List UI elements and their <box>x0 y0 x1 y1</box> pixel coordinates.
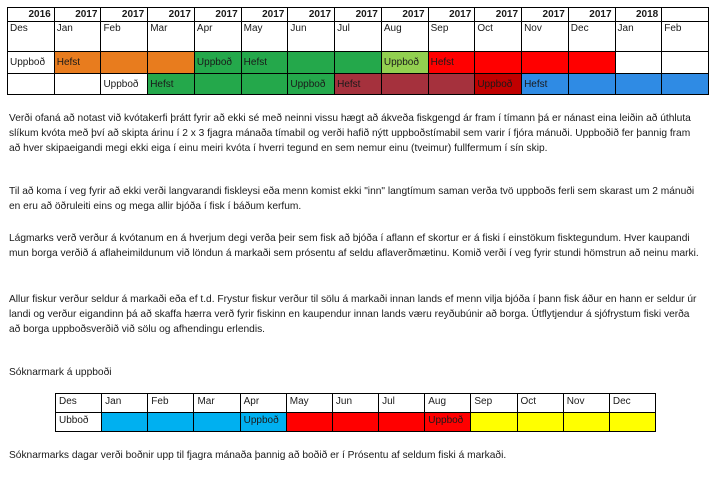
schedule-cell-row2: Hefst <box>521 73 569 95</box>
sokn-month-cell: Jul <box>378 393 425 413</box>
schedule-cell-row1 <box>147 51 195 74</box>
schedule-cell-row2 <box>568 73 616 95</box>
year-cell: 2017 <box>147 7 195 22</box>
sokn-month-cell: Feb <box>147 393 194 413</box>
sokn-cell <box>147 412 194 432</box>
schedule-cell-row1 <box>661 51 709 74</box>
month-cell: Feb <box>661 21 709 52</box>
sokn-month-cell: Mar <box>193 393 240 413</box>
sokn-month-cell: Jan <box>101 393 148 413</box>
paragraph-2: Til að koma í veg fyrir að ekki verði langvarandi fiskleysi eða menn komist ekki "inn" langtímum saman verða tvö uppboðs ferli sem skarast um 2 mánuði en eru að öðruleiti eins og mega allir bjóða í fisk í báðum kerfum. <box>9 186 695 212</box>
schedule-cell-row2 <box>381 73 429 95</box>
month-cell: Apr <box>194 21 242 52</box>
schedule-cell-row1 <box>287 51 335 74</box>
sokn-month-cell: Apr <box>240 393 287 413</box>
sokn-cell <box>286 412 333 432</box>
schedule-cell-row2: Uppboð <box>474 73 522 95</box>
sokn-month-cell: Oct <box>517 393 564 413</box>
sokn-cell <box>332 412 379 432</box>
month-cell: Sep <box>428 21 476 52</box>
schedule-cell-row1 <box>100 51 148 74</box>
month-cell: Dec <box>568 21 616 52</box>
month-cell: Jun <box>287 21 335 52</box>
schedule-cell-row2 <box>615 73 663 95</box>
footer-text: Sóknarmarks dagar verði boðnir upp til fjagra mánaða þannig að boðið er í Prósentu af seldum fiski á markaði. <box>9 450 507 461</box>
month-cell: Des <box>7 21 55 52</box>
schedule-cell-row1 <box>334 51 382 74</box>
month-cell: Aug <box>381 21 429 52</box>
schedule-cell-row1 <box>474 51 522 74</box>
year-cell: 2017 <box>287 7 335 22</box>
sokn-month-cell: Aug <box>424 393 471 413</box>
year-cell: 2018 <box>615 7 663 22</box>
year-cell: 2016 <box>7 7 55 22</box>
sokn-cell: Uppboð <box>240 412 287 432</box>
schedule-cell-row2: Uppboð <box>100 73 148 95</box>
sokn-cell <box>470 412 517 432</box>
schedule-cell-row2: Hefst <box>334 73 382 95</box>
paragraph-1: Verði ofaná að notast við kvótakerfi þrátt fyrir að ekki sé með neinni vissu hægt að ákveða fiskgengd ár fram í tímann þá er nánast eina leiðin að úthluta slíkum kvóta með því að skipta árinu í 2 x 3 fjagra mánaða tímabil og verði hafið nýtt uppboðstímabil sem varir í fjóra mánuði. Uppboðið fer þannig fram að hver skipaeigandi megi ekki eiga í einu meiri kvóta í hverri tegund en sem nemur einu (tveimur) fullfermum í sín skip. <box>9 113 691 154</box>
schedule-cell-row1: Hefst <box>241 51 289 74</box>
schedule-cell-row2 <box>194 73 242 95</box>
sokn-month-cell: May <box>286 393 333 413</box>
sokn-cell <box>101 412 148 432</box>
year-cell: 2017 <box>521 7 569 22</box>
sokn-cell: Ubboð <box>55 412 102 432</box>
sokn-cell <box>193 412 240 432</box>
schedule-cell-row2 <box>661 73 709 95</box>
paragraph-3: Lágmarks verð verður á kvótanum en á hverjum degi verða þeir sem fisk að bjóða í aflann ef skortur er á fiski í einstökum fisktegundum. Hver kaupandi mun borga verðið á aflaheimildunum við löndun á markaði sem prósentu af seldu aflaverðmætinu. Komið verði í veg fyrir stundi hömstrun að neinu marki. <box>9 233 699 259</box>
year-cell: 2017 <box>568 7 616 22</box>
schedule-cell-row1: Uppboð <box>7 51 55 74</box>
schedule-cell-row1: Uppboð <box>381 51 429 74</box>
sokn-cell <box>517 412 564 432</box>
month-cell: Jan <box>54 21 102 52</box>
sokn-month-cell: Jun <box>332 393 379 413</box>
schedule-cell-row2 <box>7 73 55 95</box>
schedule-cell-row2 <box>428 73 476 95</box>
schedule-cell-row1 <box>615 51 663 74</box>
month-cell: May <box>241 21 289 52</box>
year-cell: 2017 <box>428 7 476 22</box>
year-cell <box>661 7 709 22</box>
sokn-month-cell: Des <box>55 393 102 413</box>
month-cell: Nov <box>521 21 569 52</box>
sokn-month-cell: Dec <box>609 393 656 413</box>
sokn-table <box>55 393 655 431</box>
schedule-cell-row1: Uppboð <box>194 51 242 74</box>
month-cell: Jan <box>615 21 663 52</box>
month-cell: Jul <box>334 21 382 52</box>
month-cell: Oct <box>474 21 522 52</box>
month-cell: Feb <box>100 21 148 52</box>
schedule-cell-row2: Hefst <box>147 73 195 95</box>
schedule-cell-row1 <box>568 51 616 74</box>
sokn-cell <box>563 412 610 432</box>
year-cell: 2017 <box>474 7 522 22</box>
year-cell: 2017 <box>100 7 148 22</box>
sokn-cell <box>378 412 425 432</box>
sokn-month-cell: Nov <box>563 393 610 413</box>
schedule-cell-row2: Uppboð <box>287 73 335 95</box>
schedule-grid <box>7 7 708 95</box>
paragraph-4: Allur fiskur verður seldur á markaði eða ef t.d. Frystur fiskur verður til sölu á markaði innan lands ef menn vilja bjóða í þann fisk áður en hann er seldur úr landi og verður eigandinn þá að skaffa hærra verð fyrir fiskinn en kaupendur innan lands væru reyðubúnir að borga. Útflytjendur á sjófrystum fiski verða að borga uppboðsverðið við sölu og afhendingu erlendis. <box>9 294 697 335</box>
schedule-cell-row1: Hefst <box>54 51 102 74</box>
schedule-cell-row2 <box>54 73 102 95</box>
sokn-cell: Uppboð <box>424 412 471 432</box>
schedule-cell-row2 <box>241 73 289 95</box>
sokn-month-cell: Sep <box>470 393 517 413</box>
year-cell: 2017 <box>194 7 242 22</box>
year-cell: 2017 <box>381 7 429 22</box>
year-cell: 2017 <box>334 7 382 22</box>
year-cell: 2017 <box>241 7 289 22</box>
section-title: Sóknarmark á uppboði <box>9 367 112 378</box>
schedule-cell-row1: Hefst <box>428 51 476 74</box>
year-cell: 2017 <box>54 7 102 22</box>
schedule-cell-row1 <box>521 51 569 74</box>
month-cell: Mar <box>147 21 195 52</box>
sokn-cell <box>609 412 656 432</box>
